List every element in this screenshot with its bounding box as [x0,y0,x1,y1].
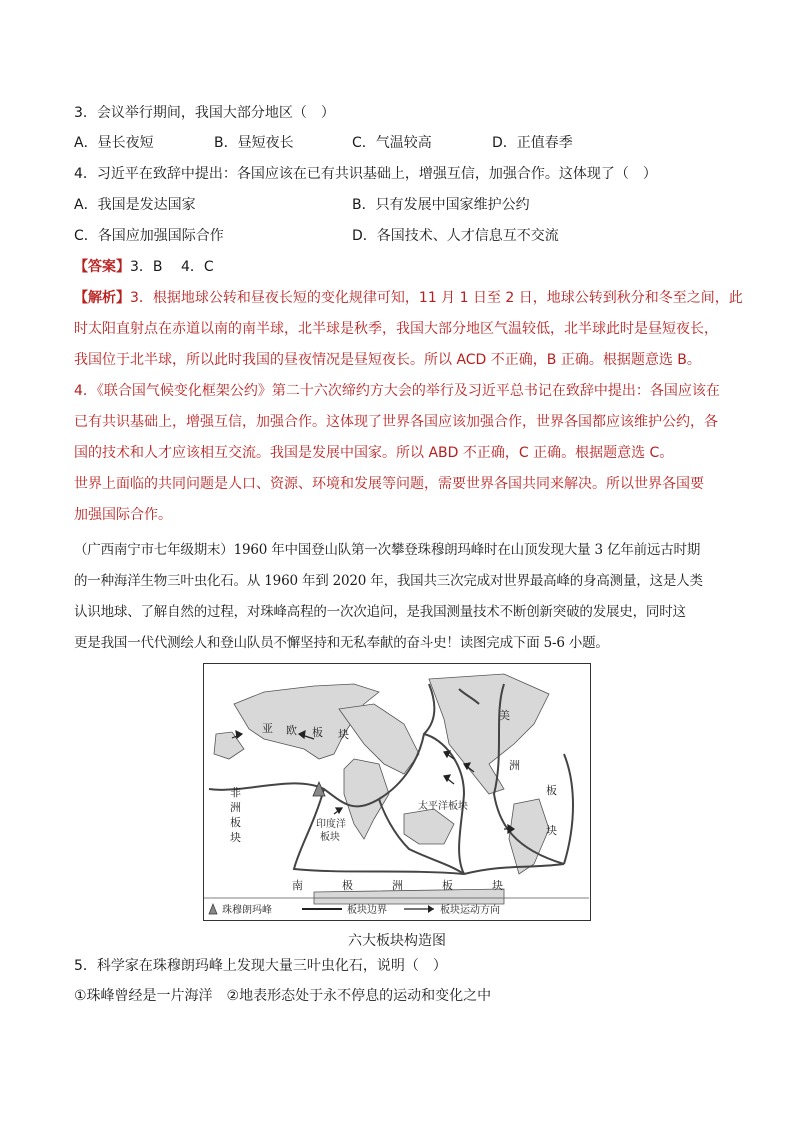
legend-motion: 板块运动方向 [440,905,500,916]
question-3-stem: 3．会议举行期间，我国大部分地区（ ） [74,105,335,121]
pacific-label: 太平洋板块 [418,801,468,812]
analysis-line-7: 世界上面临的共同问题是人口、资源、环境和发展等问题，需要世界各国共同来解决。所以世界各国要 [74,476,704,492]
question-5-stem: 5．科学家在珠穆朗玛峰上发现大量三叶虫化石，说明（ ） [74,958,447,974]
africa-label-2: 洲 [230,801,241,814]
q3-option-c: C．气温较高 [352,135,432,151]
analysis-tag: 【解析】 [74,290,130,306]
analysis-line-6: 国的技术和人才应该相互交流。我国是发展中国家。所以 ABD 不正确，C 正确。根据题意选 C。 [74,445,674,461]
america-label-3: 板 [546,784,557,797]
eurasia-label-3: 板 [312,726,323,739]
q4-option-b: B．只有发展中国家维护公约 [352,197,530,213]
africa-label-1: 非 [230,786,241,799]
q3-option-d: D．正值春季 [492,135,573,151]
eurasia-label-4: 块 [338,728,349,741]
analysis-line-3: 我国位于北半球，所以此时我国的昼夜情况是昼短夜长。所以 ACD 不正确，B 正确。根据题意选 B。 [74,352,701,368]
antarctic-label-2: 极 [342,879,353,892]
analysis-line-5: 已有共识基础上，增强互信，加强合作。这体现了世界各国应该加强合作，世界各国都应该维护公约，各 [74,414,718,430]
analysis-line-4: 4．《联合国气候变化框架公约》第二十六次缔约方大会的举行及习近平总书记在致辞中提出：各国应该在 [74,383,720,399]
analysis-line-2: 时太阳直射点在赤道以南的南半球，北半球是秋季，我国大部分地区气温较低，北半球此时是昼短夜长， [74,321,718,337]
eurasia-label-2: 欧 [286,724,297,737]
answer-line [74,257,214,277]
plate-map-svg [204,664,589,919]
indian-label-1: 印度洋 [316,819,346,830]
map-caption: 六大板块构造图 [348,933,446,949]
analysis-text-1: 3．根据地球公转和昼夜长短的变化规律可知，11 月 1 日至 2 日，地球公转到秋分和冬至之间，此 [130,290,743,306]
antarctic-label-4: 板 [442,879,453,892]
indian-label-2: 板块 [320,832,340,843]
america-label-2: 洲 [509,759,520,772]
question-4-stem: 4．习近平在致辞中提出：各国应该在已有共识基础上，增强互信，加强合作。这体现了（ ） [74,166,657,182]
legend-everest-icon [209,904,217,914]
legend-everest: 珠穆朗玛峰 [222,905,272,916]
question-5-statements: ①珠峰曾经是一片海洋 ②地表形态处于永不停息的运动和变化之中 [74,988,492,1004]
q4-option-d: D．各国技术、人才信息互不交流 [352,228,559,244]
legend-boundary: 板块边界 [347,905,387,916]
analysis-line-8: 加强国际合作。 [74,507,172,523]
q3-option-a: A．昼长夜短 [74,135,154,151]
plate-tectonics-map [203,663,591,921]
q4-option-c: C．各国应加强国际合作 [74,228,224,244]
passage-line-4: 更是我国一代代测绘人和登山队员不懈坚持和无私奉献的奋斗史！读图完成下面 5-6 小题。 [74,635,609,651]
eurasia-label-1: 亚 [262,722,273,735]
america-label-1: 美 [499,709,510,722]
antarctic-label-3: 洲 [392,879,403,892]
passage-line-3: 认识地球、了解自然的过程，对珠峰高程的一次次追问，是我国测量技术不断创新突破的发展史，同时这 [74,604,686,620]
q3-option-b: B．昼短夜长 [214,135,294,151]
antarctic-label-5: 块 [492,879,503,892]
answer-tag: 【答案】 [74,259,130,275]
analysis-line-1 [74,288,743,308]
q4-option-a: A．我国是发达国家 [74,197,196,213]
answer-text: 3．B 4．C [130,259,214,275]
africa-label-3: 板 [230,816,241,829]
africa-label-4: 块 [230,831,241,844]
passage-line-1: （广西南宁市七年级期末）1960 年中国登山队第一次攀登珠穆朗玛峰时在山顶发现大量 3 亿年前远古时期 [74,542,701,558]
passage-line-2: 的一种海洋生物三叶虫化石。从 1960 年到 2020 年，我国共三次完成对世界最高峰的身高测量，这是人类 [74,573,703,589]
america-label-4: 块 [546,824,557,837]
antarctic-label-1: 南 [292,879,303,892]
